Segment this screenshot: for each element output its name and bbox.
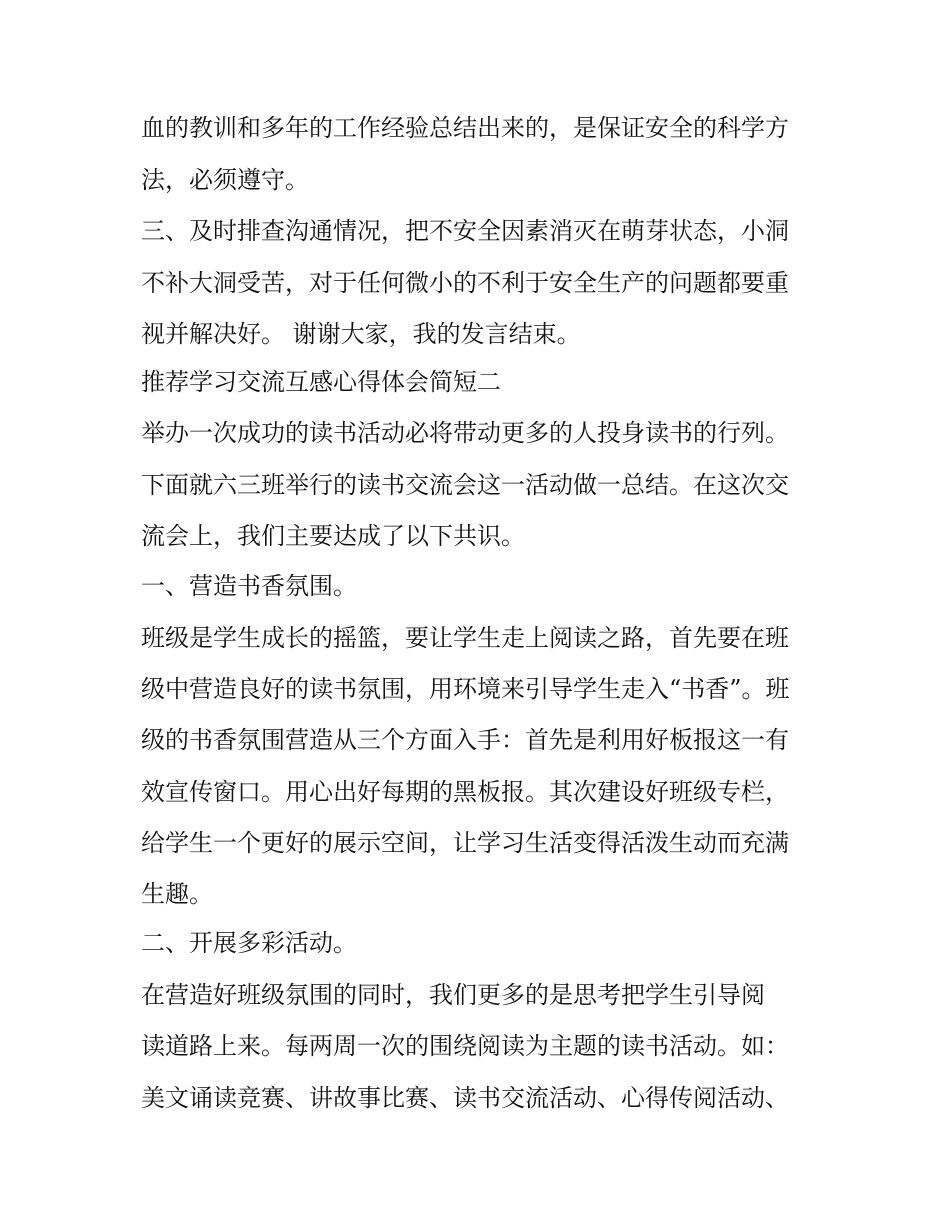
- text-line: 在营造好班级氛围的同时，我们更多的是思考把学生引导阅: [141, 981, 765, 1009]
- text-line: 下面就六三班举行的读书交流会这一活动做一总结。在这次交: [141, 471, 789, 499]
- text-line: 三、及时排查沟通情况，把不安全因素消灭在萌芽状态，小洞: [141, 217, 789, 245]
- text-line: 血的教训和多年的工作经验总结出来的，是保证安全的科学方: [141, 114, 789, 142]
- section-heading: 推荐学习交流互感心得体会简短二: [141, 368, 501, 396]
- text-line: 级的书香氛围营造从三个方面入手：首先是利用好板报这一有: [141, 726, 789, 754]
- text-line: 给学生一个更好的展示空间，让学习生活变得活泼生动而充满: [141, 829, 789, 857]
- text-line: 视并解决好。 谢谢大家，我的发言结束。: [141, 320, 581, 348]
- subheading: 二、开展多彩活动。: [141, 929, 357, 957]
- text-line: 流会上，我们主要达成了以下共识。: [141, 522, 525, 550]
- text-line: 法，必须遵守。: [141, 166, 309, 194]
- text-line: 效宣传窗口。用心出好每期的黑板报。其次建设好班级专栏，: [141, 778, 789, 806]
- text-line: 美文诵读竞赛、讲故事比赛、读书交流活动、心得传阅活动、: [141, 1084, 789, 1112]
- text-line: 不补大洞受苦，对于任何微小的不利于安全生产的问题都要重: [141, 269, 789, 297]
- text-line: 举办一次成功的读书活动必将带动更多的人投身读书的行列。: [141, 419, 789, 447]
- text-line: 读道路上来。每两周一次的围绕阅读为主题的读书活动。如：: [141, 1032, 789, 1060]
- text-line: 班级是学生成长的摇篮，要让学生走上阅读之路，首先要在班: [141, 624, 789, 652]
- text-line: 级中营造良好的读书氛围，用环境来引导学生走入“书香”。班: [141, 675, 790, 703]
- subheading: 一、营造书香氛围。: [141, 572, 357, 600]
- text-line: 生趣。: [141, 880, 213, 908]
